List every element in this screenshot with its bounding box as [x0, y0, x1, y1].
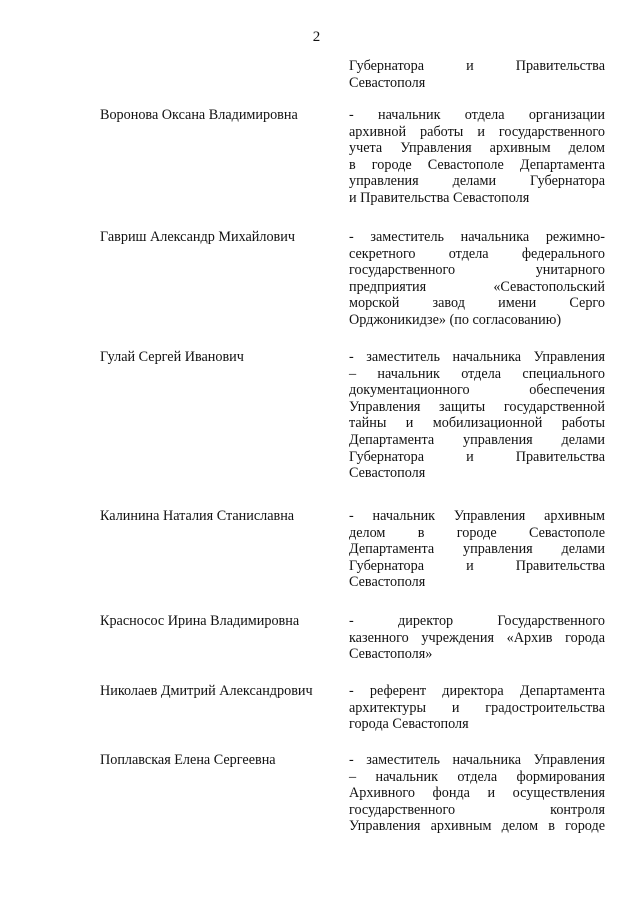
description-line: Севастополя — [349, 574, 426, 591]
description-line: Департамента управления делами — [349, 431, 605, 448]
description-line: - начальник отдела организации — [349, 107, 605, 123]
description-line: - заместитель начальника Управления — [349, 752, 605, 768]
description-line: Управления архивным делом в городе — [349, 818, 605, 835]
person-name: Воронова Оксана Владимировна — [100, 107, 298, 123]
description-line: казенного учреждения «Архив города — [349, 629, 605, 646]
person-position — [349, 683, 605, 733]
description-line: - референт директора Департамента — [349, 683, 605, 699]
description-line: - заместитель начальника режимно- — [349, 229, 605, 245]
description-line: архивной работы и государственного — [349, 123, 605, 140]
person-position — [349, 613, 605, 663]
person-name: Гавриш Александр Михайлович — [100, 229, 295, 245]
person-name: Калинина Наталия Станиславна — [100, 508, 295, 524]
description-line: морской завод имени Серго — [349, 295, 605, 312]
description-line: архитектуры и градостроительства — [349, 699, 605, 716]
description-line: делом в городе Севастополе — [349, 524, 605, 541]
description-line: в городе Севастополе Департамента — [349, 156, 605, 173]
person-name: Николаев Дмитрий Александрович — [100, 683, 313, 699]
person-name: Поплавская Елена Сергеевна — [100, 752, 276, 768]
person-name: Красносос Ирина Владимировна — [100, 613, 300, 629]
description-line: Департамента управления делами — [349, 541, 605, 558]
description-line: - начальник Управления архивным — [349, 508, 605, 524]
person-position — [349, 508, 605, 591]
description-line: документационного обеспечения — [349, 382, 605, 399]
description-line: тайны и мобилизационной работы — [349, 415, 605, 432]
description-line: – начальник отдела специального — [349, 365, 605, 382]
description-line: Севастополя» — [349, 646, 433, 663]
description-line: государственного унитарного — [349, 262, 605, 279]
person-position — [349, 752, 605, 835]
description-line: Севастополя — [349, 74, 426, 91]
description-line: Губернатора и Правительства — [349, 58, 605, 74]
description-line: предприятия «Севастопольский — [349, 278, 605, 295]
continuation-description — [349, 58, 605, 91]
description-line: Севастополя — [349, 465, 426, 482]
description-line: города Севастополя — [349, 716, 469, 733]
person-name: Гулай Сергей Иванович — [100, 349, 244, 365]
description-line: – начальник отдела формирования — [349, 768, 605, 785]
description-line: - заместитель начальника Управления — [349, 349, 605, 365]
description-line: Губернатора и Правительства — [349, 448, 605, 465]
person-position — [349, 229, 605, 329]
description-line: секретного отдела федерального — [349, 245, 605, 262]
description-line: Орджоникидзе» (по согласованию) — [349, 311, 562, 328]
description-line: управления делами Губернатора — [349, 173, 605, 190]
person-position — [349, 349, 605, 482]
description-line: учета Управления архивным делом — [349, 140, 605, 157]
description-line: Архивного фонда и осуществления — [349, 785, 605, 802]
description-line: - директор Государственного — [349, 613, 605, 629]
description-line: Управления защиты государственной — [349, 398, 605, 415]
person-position — [349, 107, 605, 207]
page-number: 2 — [312, 29, 321, 45]
description-line: и Правительства Севастополя — [349, 189, 530, 206]
description-line: государственного контроля — [349, 801, 605, 818]
description-line: Губернатора и Правительства — [349, 557, 605, 574]
